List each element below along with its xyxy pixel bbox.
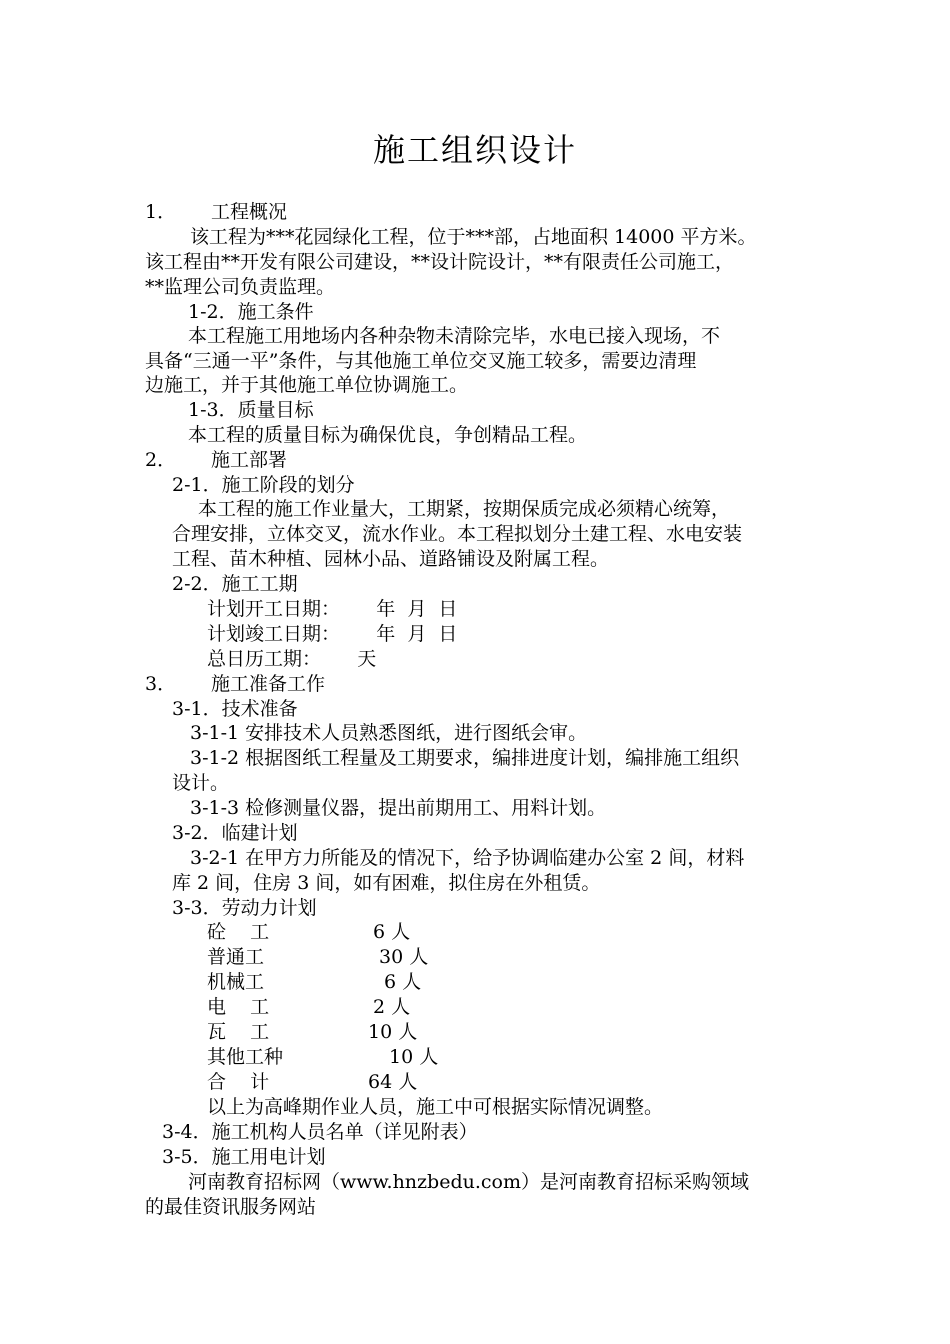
paragraph-line: 合理安排，立体交叉，流水作业。本工程拟划分土建工程、水电安装 [172, 523, 743, 545]
labor-role: 电 工 [207, 996, 270, 1018]
labor-count: 2 人 [373, 996, 411, 1018]
labor-count: 64 人 [368, 1071, 418, 1093]
subsection-heading: 3-5．施工用电计划 [162, 1146, 326, 1168]
labor-role: 普通工 [207, 946, 265, 968]
paragraph-line: 边施工，并于其他施工单位协调施工。 [145, 374, 469, 396]
paragraph-line: 该工程为***花园绿化工程，位于***部，占地面积 14000 平方米。 [190, 226, 757, 248]
labor-count: 10 人 [368, 1021, 418, 1043]
list-item: 3-1-2 根据图纸工程量及工期要求，编排进度计划，编排施工组织 [190, 747, 740, 769]
labor-role: 其他工种 [207, 1046, 284, 1068]
labor-row [207, 1020, 467, 1045]
labor-count: 6 人 [384, 971, 422, 993]
section-number: 1． [145, 201, 177, 223]
labor-row [207, 1070, 467, 1095]
schedule-total-days: 总日历工期： 天 [207, 648, 377, 670]
paragraph-line: 本工程的质量目标为确保优良，争创精品工程。 [188, 424, 588, 446]
labor-row [207, 970, 467, 995]
list-item-continuation: 库 2 间，住房 3 间，如有困难，拟住房在外租赁。 [172, 872, 601, 894]
paragraph-line: 本工程的施工作业量大，工期紧，按期保质完成必须精心统筹， [198, 498, 731, 520]
paragraph-line: 本工程施工用地场内各种杂物未清除完毕，水电已接入现场，不 [188, 325, 721, 347]
list-item-continuation: 设计。 [172, 772, 230, 794]
labor-role: 瓦 工 [207, 1021, 270, 1043]
labor-role: 合 计 [207, 1071, 270, 1093]
labor-row [207, 1045, 467, 1070]
subsection-heading: 1-2．施工条件 [188, 301, 314, 323]
paragraph-line: 该工程由**开发有限公司建设，**设计院设计，**有限责任公司施工， [145, 251, 735, 273]
subsection-heading: 1-3．质量目标 [188, 399, 314, 421]
schedule-end-date: 计划竣工日期： 年 月 日 [207, 623, 458, 645]
subsection-heading: 3-1．技术准备 [172, 698, 298, 720]
subsection-heading: 3-2．临建计划 [172, 822, 298, 844]
labor-count: 30 人 [379, 946, 429, 968]
list-item: 3-1-1 安排技术人员熟悉图纸，进行图纸会审。 [190, 722, 588, 744]
schedule-start-date: 计划开工日期： 年 月 日 [207, 598, 458, 620]
labor-role: 机械工 [207, 971, 265, 993]
section-title: 施工准备工作 [211, 673, 326, 695]
subsection-heading: 3-3．劳动力计划 [172, 897, 317, 919]
paragraph-line: 具备“三通一平”条件，与其他施工单位交叉施工较多，需要边清理 [145, 350, 697, 372]
labor-row [207, 995, 467, 1020]
document-title: 施工组织设计 [372, 131, 577, 169]
footer-line: 的最佳资讯服务网站 [145, 1196, 317, 1218]
subsection-heading: 3-4．施工机构人员名单（详见附表） [162, 1121, 478, 1143]
list-item: 3-1-3 检修测量仪器，提出前期用工、用料计划。 [190, 797, 607, 819]
section-1-heading [145, 200, 287, 225]
paragraph-line: **监理公司负责监理。 [145, 276, 336, 298]
labor-role: 砼 工 [207, 921, 270, 943]
footer-line: 河南教育招标网（www.hnzbedu.com）是河南教育招标采购领域 [188, 1171, 750, 1193]
section-2-heading [145, 448, 287, 473]
list-item: 3-2-1 在甲方力所能及的情况下，给予协调临建办公室 2 间，材料 [190, 847, 745, 869]
section-title: 施工部署 [211, 449, 288, 471]
labor-count: 6 人 [373, 921, 411, 943]
section-number: 3． [145, 673, 177, 695]
labor-note: 以上为高峰期作业人员，施工中可根据实际情况调整。 [207, 1096, 664, 1118]
section-3-heading [145, 672, 325, 697]
section-title: 工程概况 [211, 201, 288, 223]
labor-count: 10 人 [389, 1046, 439, 1068]
subsection-heading: 2-1．施工阶段的划分 [172, 474, 355, 496]
section-number: 2． [145, 449, 177, 471]
paragraph-line: 工程、苗木种植、园林小品、道路铺设及附属工程。 [172, 548, 610, 570]
labor-row [207, 920, 467, 945]
subsection-heading: 2-2．施工工期 [172, 573, 298, 595]
labor-row [207, 945, 467, 970]
